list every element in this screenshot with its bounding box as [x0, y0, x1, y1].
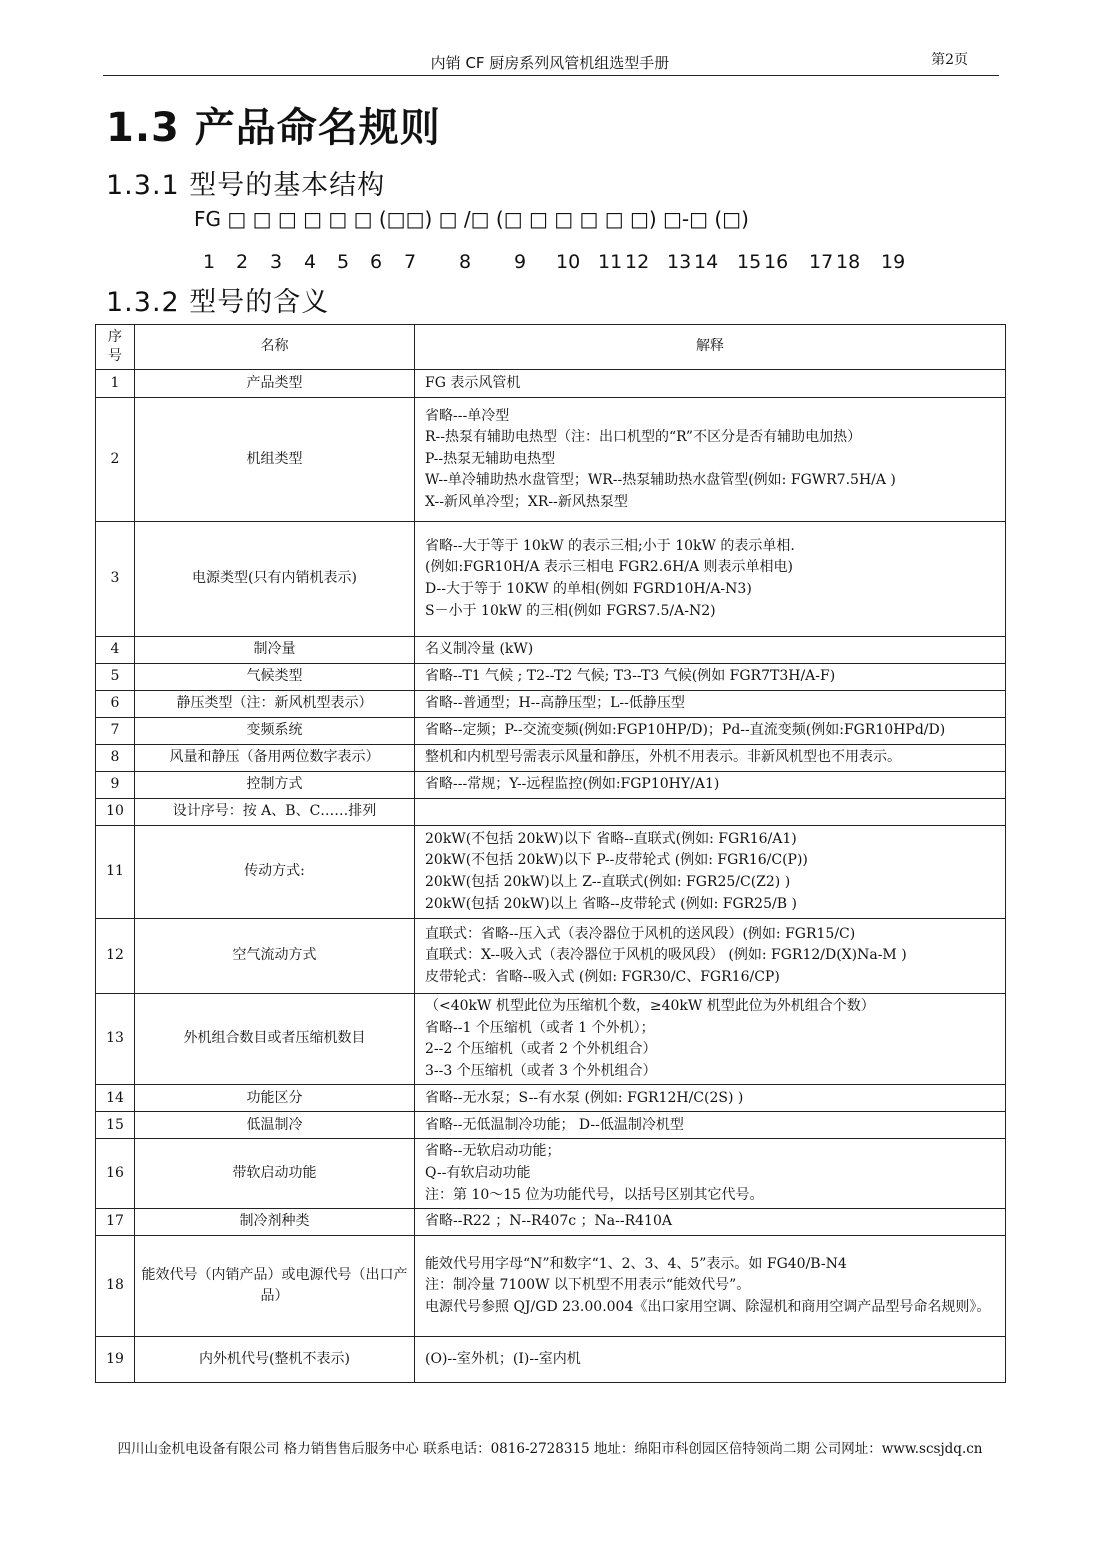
position-number: 19	[881, 251, 906, 273]
position-number: 1	[203, 251, 216, 273]
row-name: 传动方式:	[135, 826, 415, 919]
position-number: 3	[270, 251, 283, 273]
description-line: 2--2 个压缩机（或者 2 个外机组合）	[425, 1041, 657, 1058]
row-description	[415, 664, 1006, 691]
position-number: 5	[337, 251, 350, 273]
row-description	[415, 826, 1006, 919]
position-number: 10	[556, 251, 581, 273]
description-line: S－小于 10kW 的三相(例如 FGRS7.5/A-N2)	[425, 602, 716, 619]
row-name: 能效代号（内销产品）或电源代号（出口产品）	[135, 1236, 415, 1337]
row-number: 15	[96, 1112, 135, 1139]
row-name: 功能区分	[135, 1085, 415, 1112]
table-row	[96, 994, 1006, 1085]
model-structure-code: FG □ □ □ □ □ □ (□□) □ /□ (□ □ □ □ □ □) □-□ (□)	[194, 207, 749, 231]
table-row	[96, 1236, 1006, 1337]
description-line: 20kW(包括 20kW)以上 Z--直联式(例如: FGR25/C(Z2) )	[425, 874, 791, 890]
row-number: 18	[96, 1236, 135, 1337]
header-title: 内销 CF 厨房系列风管机组选型手册	[430, 54, 670, 72]
position-number: 11	[598, 251, 623, 273]
row-description	[415, 637, 1006, 664]
table-row	[96, 1139, 1006, 1209]
description-line: (例如:FGR10H/A 表示三相电 FGR2.6H/A 则表示单相电)	[425, 559, 794, 576]
section-title: 1.3 产品命名规则	[106, 105, 441, 151]
description-line: 皮带轮式：省略--吸入式 (例如: FGR30/C、FGR16/CP)	[425, 968, 780, 985]
description-line: FG 表示风管机	[425, 374, 521, 391]
description-line: 整机和内机型号需表示风量和静压，外机不用表示。非新风机型也不用表示。	[425, 749, 901, 766]
table-row	[96, 1337, 1006, 1383]
position-number: 6	[370, 251, 383, 273]
description-line: （<40kW 机型此位为压缩机个数，≥40kW 机型此位为外机组合个数）	[425, 998, 875, 1014]
row-name: 制冷量	[135, 637, 415, 664]
row-name: 变频系统	[135, 718, 415, 745]
row-number: 17	[96, 1209, 135, 1236]
description-line: 能效代号用字母“N”和数字“1、2、3、4、5”表示。如 FG40/B-N4	[425, 1255, 847, 1272]
row-description	[415, 745, 1006, 772]
table-row	[96, 826, 1006, 919]
table-row	[96, 370, 1006, 398]
footer-contact: 四川山金机电设备有限公司 格力销售售后服务中心 联系电话：0816-2728315 地址：绵阳市科创园区倍特领尚二期 公司网址：www.scsjdq.cn	[117, 1441, 983, 1457]
description-line: 直联式：X--吸入式（表冷器位于风机的吸风段） (例如: FGR12/D(X)Na-M )	[425, 947, 907, 964]
row-name: 带软启动功能	[135, 1139, 415, 1209]
subsection-meaning-title: 1.3.2 型号的含义	[106, 287, 330, 318]
row-number: 7	[96, 718, 135, 745]
description-line: 20kW(不包括 20kW)以下 省略--直联式(例如: FGR16/A1)	[425, 830, 797, 847]
row-description	[415, 799, 1006, 826]
position-number: 16	[764, 251, 789, 273]
row-number: 19	[96, 1337, 135, 1383]
row-number: 10	[96, 799, 135, 826]
row-number: 16	[96, 1139, 135, 1209]
description-line: 省略--T1 气候 ; T2--T2 气候; T3--T3 气候(例如 FGR7T3H/A-F)	[425, 668, 836, 685]
description-line: 20kW(包括 20kW)以上 省略--皮带轮式 (例如: FGR25/B )	[425, 895, 797, 912]
row-description	[415, 919, 1006, 994]
position-number: 4	[304, 251, 317, 273]
description-line: R--热泵有辅助电热型（注：出口机型的“R”不区分是否有辅助电加热）	[425, 429, 862, 446]
row-name: 设计序号：按 A、B、C……排列	[135, 799, 415, 826]
table-row	[96, 919, 1006, 994]
description-line: 20kW(不包括 20kW)以下 P--皮带轮式 (例如: FGR16/C(P))	[425, 852, 808, 869]
row-name: 静压类型（注：新风机型表示）	[135, 691, 415, 718]
header-name: 名称	[135, 325, 415, 370]
description-line: P--热泵无辅助电热型	[425, 450, 556, 467]
position-number: 7	[404, 251, 417, 273]
row-number: 8	[96, 745, 135, 772]
description-line: 省略--R22 ；N--R407c ；Na--R410A	[425, 1213, 672, 1230]
description-line: 省略--无低温制冷功能； D--低温制冷机型	[425, 1116, 684, 1133]
table-row	[96, 637, 1006, 664]
table-row	[96, 1209, 1006, 1236]
row-name: 空气流动方式	[135, 919, 415, 994]
page-number: 第2页	[931, 52, 968, 68]
table-row	[96, 398, 1006, 522]
description-line: 省略--大于等于 10kW 的表示三相;小于 10kW 的表示单相.	[425, 537, 795, 554]
description-line: X--新风单冷型；XR--新风热泵型	[425, 493, 628, 510]
description-line: W--单冷辅助热水盘管型；WR--热泵辅助热水盘管型(例如: FGWR7.5H/A )	[425, 472, 896, 489]
row-name: 电源类型(只有内销机表示)	[135, 522, 415, 637]
row-name: 风量和静压（备用两位数字表示）	[135, 745, 415, 772]
row-description	[415, 398, 1006, 522]
description-line: 注：第 10～15 位为功能代号，以括号区别其它代号。	[425, 1186, 764, 1203]
row-number: 2	[96, 398, 135, 522]
position-number: 18	[836, 251, 861, 273]
position-number: 15	[737, 251, 762, 273]
description-line: 省略--无软启动功能；	[425, 1143, 561, 1160]
description-line: 省略--普通型；H--高静压型；L--低静压型	[425, 695, 685, 712]
row-number: 11	[96, 826, 135, 919]
row-description	[415, 1209, 1006, 1236]
description-line: Q--有软启动功能	[425, 1164, 531, 1181]
table-header-row	[96, 325, 1006, 370]
row-number: 12	[96, 919, 135, 994]
table-row	[96, 691, 1006, 718]
position-number: 12	[625, 251, 650, 273]
description-line: (O)--室外机；(I)--室内机	[425, 1350, 581, 1367]
description-line: 省略--无水泵；S--有水泵 (例如: FGR12H/C(2S) )	[425, 1089, 744, 1106]
description-line: 电源代号参照 QJ/GD 23.00.004《出口家用空调、除湿机和商用空调产品型号命名规则》。	[425, 1298, 991, 1315]
row-description	[415, 522, 1006, 637]
row-number: 6	[96, 691, 135, 718]
table-row	[96, 1085, 1006, 1112]
description-line: 省略---常规；Y--远程监控(例如:FGP10HY/A1)	[425, 776, 720, 793]
row-name: 制冷剂种类	[135, 1209, 415, 1236]
row-number: 3	[96, 522, 135, 637]
row-description	[415, 370, 1006, 398]
subsection-structure-title: 1.3.1 型号的基本结构	[106, 170, 386, 201]
table-row	[96, 799, 1006, 826]
row-name: 气候类型	[135, 664, 415, 691]
header-divider	[103, 75, 999, 76]
model-meaning-table	[95, 324, 1006, 1383]
row-name: 外机组合数目或者压缩机数目	[135, 994, 415, 1085]
description-line: 省略--1 个压缩机（或者 1 个外机）；	[425, 1019, 655, 1036]
position-number: 9	[514, 251, 527, 273]
row-name: 产品类型	[135, 370, 415, 398]
table-row	[96, 1112, 1006, 1139]
row-description	[415, 1337, 1006, 1383]
description-line: 直联式：省略--压入式（表冷器位于风机的送风段）(例如: FGR15/C)	[425, 925, 856, 942]
position-number: 17	[809, 251, 834, 273]
table-row	[96, 522, 1006, 637]
description-line: 注：制冷量 7100W 以下机型不用表示“能效代号”。	[425, 1277, 751, 1294]
position-number: 2	[236, 251, 249, 273]
row-number: 9	[96, 772, 135, 799]
description-line: 省略--定频；P--交流变频(例如:FGP10HP/D)；Pd--直流变频(例如:FGR10HPd/D)	[425, 722, 946, 739]
row-number: 5	[96, 664, 135, 691]
table-row	[96, 718, 1006, 745]
row-name: 低温制冷	[135, 1112, 415, 1139]
row-number: 13	[96, 994, 135, 1085]
position-number: 13	[667, 251, 692, 273]
row-description	[415, 1236, 1006, 1337]
position-number: 8	[459, 251, 472, 273]
row-number: 14	[96, 1085, 135, 1112]
row-description	[415, 772, 1006, 799]
row-description	[415, 1085, 1006, 1112]
description-line: 3--3 个压缩机（或者 3 个外机组合）	[425, 1062, 657, 1079]
header-desc: 解释	[415, 325, 1006, 370]
table-row	[96, 772, 1006, 799]
row-name: 控制方式	[135, 772, 415, 799]
row-description	[415, 994, 1006, 1085]
description-line: D--大于等于 10KW 的单相(例如 FGRD10H/A-N3)	[425, 581, 752, 597]
row-name: 内外机代号(整机不表示)	[135, 1337, 415, 1383]
table-row	[96, 664, 1006, 691]
row-number: 4	[96, 637, 135, 664]
table-row	[96, 745, 1006, 772]
row-name: 机组类型	[135, 398, 415, 522]
position-number: 14	[694, 251, 719, 273]
header-num: 序号	[96, 325, 135, 370]
row-number: 1	[96, 370, 135, 398]
row-description	[415, 1112, 1006, 1139]
row-description	[415, 1139, 1006, 1209]
row-description	[415, 691, 1006, 718]
description-line: 省略---单冷型	[425, 407, 510, 424]
row-description	[415, 718, 1006, 745]
description-line: 名义制冷量 (kW)	[425, 641, 534, 658]
